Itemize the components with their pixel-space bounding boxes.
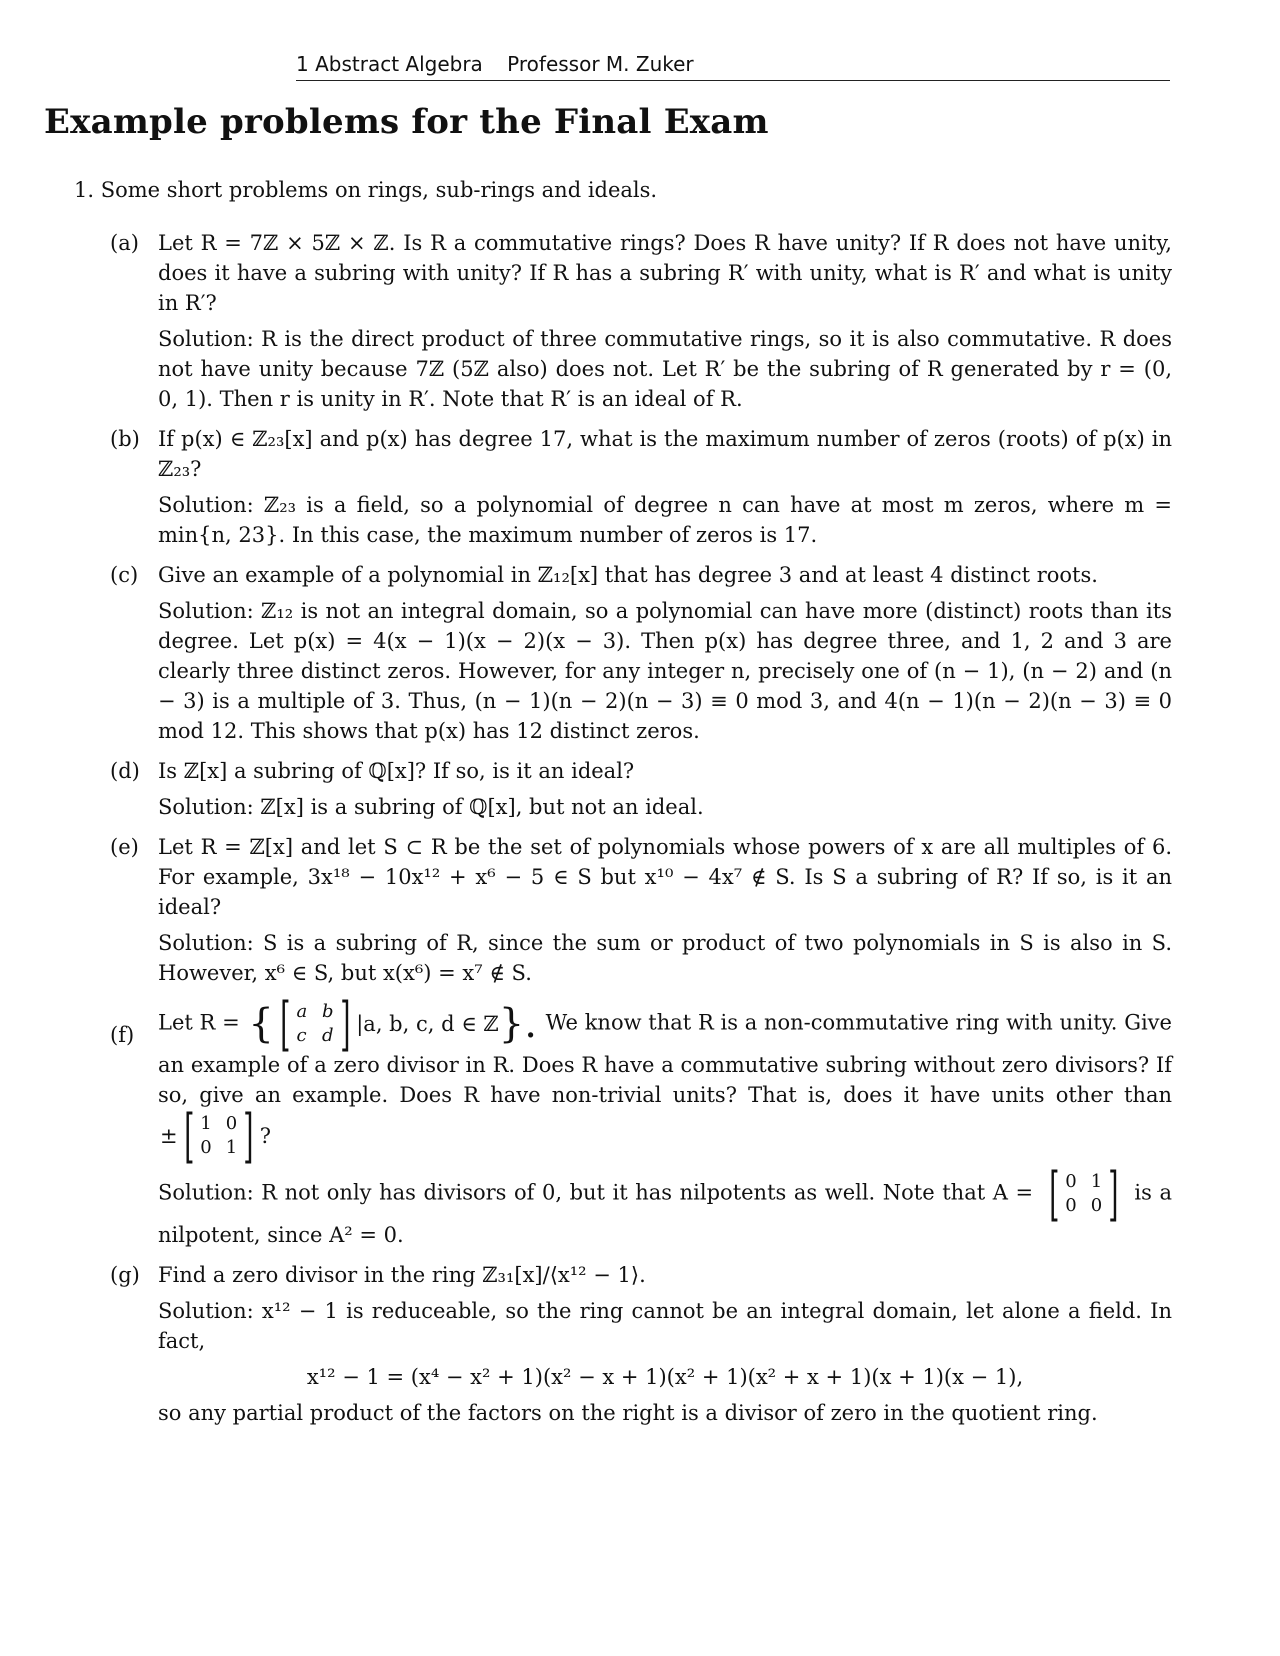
part-g <box>110 1260 1172 1428</box>
part-f-label: (f) <box>110 1023 135 1047</box>
part-g-solution-end: so any partial product of the factors on the right is a divisor of zero in the quotient ring. <box>158 1401 1098 1425</box>
part-a <box>110 228 1172 414</box>
identity-entries <box>200 1112 237 1160</box>
identity-entry: 0 <box>200 1137 212 1158</box>
part-d <box>110 756 1172 822</box>
part-a-label: (a) <box>110 231 139 255</box>
part-b-question: If p(x) ∈ ℤ₂₃[x] and p(x) has degree 17, what is the maximum number of zeros (roots) of p(x) in ℤ₂₃? <box>158 427 1172 481</box>
part-f-solution-is: is <box>1134 1180 1152 1205</box>
part-c-label: (c) <box>110 563 139 587</box>
matrix-entry-b: b <box>322 1001 334 1022</box>
part-f <box>110 990 1172 1250</box>
plus-minus: ± <box>160 1124 178 1148</box>
part-d-label: (d) <box>110 759 140 783</box>
set-condition: |a, b, c, d ∈ ℤ <box>356 1012 499 1036</box>
part-f-solution-end: a nilpotent, since A² = 0. <box>158 1180 1172 1247</box>
identity-entry: 0 <box>225 1113 238 1134</box>
right-bracket: ] <box>339 990 350 1058</box>
right-bracket: ] <box>1108 1160 1119 1228</box>
left-bracket: [ <box>280 990 291 1058</box>
page-title: Example problems for the Final Exam <box>44 102 769 142</box>
nilpotent-entry: 0 <box>1090 1195 1103 1216</box>
question-1-parts <box>110 228 1172 1438</box>
nilpotent-entry: 0 <box>1065 1171 1077 1192</box>
nilpotent-entries <box>1065 1170 1102 1218</box>
identity-entry: 1 <box>200 1113 212 1134</box>
part-f-question-rest: We know that R is a non-commutative ring with unity. Give an example of a zero divisor in R. Does R have a commutative subring without zero divisors? If so, give an example. Does R have non-trivial units? That is, does it have units other than <box>158 1010 1172 1107</box>
left-bracket: [ <box>1048 1160 1060 1228</box>
nilpotent-entry: 1 <box>1090 1171 1103 1192</box>
identity-entry: 1 <box>225 1137 238 1158</box>
part-c-question: Give an example of a polynomial in ℤ₁₂[x] that has degree 3 and at least 4 distinct roots. <box>158 563 1098 587</box>
part-c <box>110 560 1172 746</box>
part-a-question: Let R = 7ℤ × 5ℤ × ℤ. Is R a commutative rings? Does R have unity? If R does not have unity, does it have a subring with unity? If R has a subring R′ with unity, what is R′ and what is unity in R′? <box>158 231 1172 315</box>
part-g-solution: Solution: x¹² − 1 is reduceable, so the ring cannot be an integral domain, let alone a field. In fact, <box>158 1299 1172 1353</box>
running-header <box>296 52 1170 81</box>
course-name: 1 Abstract Algebra <box>296 52 483 76</box>
set-close-brace: }. <box>498 1001 537 1047</box>
nilpotent-matrix <box>1043 1160 1125 1228</box>
question-1-text: Some short problems on rings, sub-rings and ideals. <box>100 178 658 202</box>
right-bracket: ] <box>243 1102 254 1170</box>
question-1 <box>74 178 657 202</box>
left-bracket: [ <box>183 1102 195 1170</box>
part-f-question <box>158 990 1172 1170</box>
question-1-label: 1. <box>74 178 95 202</box>
identity-matrix <box>160 1102 272 1170</box>
matrix-entry-c: c <box>296 1025 307 1046</box>
part-e-question: Let R = ℤ[x] and let S ⊂ R be the set of polynomials whose powers of x are all multiples of 6. For example, 3x¹⁸ − 10x¹² + x⁶ − 5 ∈ S but x¹⁰ − 4x⁷ ∉ S. Is S a subring of R? If so, is it an ideal? <box>158 835 1172 919</box>
part-g-factorization: x¹² − 1 = (x⁴ − x² + 1)(x² − x + 1)(x² + 1)(x² + x + 1)(x + 1)(x − 1), <box>306 1365 1024 1389</box>
matrix-entry-a: a <box>296 1001 308 1022</box>
part-f-question-start: Let R = <box>158 1010 240 1035</box>
professor-name: Professor M. Zuker <box>507 52 694 76</box>
part-d-question: Is ℤ[x] a subring of ℚ[x]? If so, is it an ideal? <box>158 759 635 783</box>
question-mark: ? <box>259 1124 272 1148</box>
part-e-solution: Solution: S is a subring of R, since the sum or product of two polynomials in S is also in S. However, x⁶ ∈ S, but x(x⁶) = x⁷ ∉ S. <box>158 931 1172 985</box>
part-f-solution-start: Solution: R not only has divisors of 0, but it has nilpotents as well. Note that A = <box>158 1180 1034 1205</box>
nilpotent-entry: 0 <box>1065 1195 1077 1216</box>
set-builder-matrix <box>248 990 537 1058</box>
matrix-entry-d: d <box>322 1025 334 1046</box>
set-open-brace: { <box>248 1001 274 1047</box>
part-e-label: (e) <box>110 835 139 859</box>
matrix-entries <box>297 1000 334 1048</box>
part-a-solution: Solution: R is the direct product of three commutative rings, so it is also commutative. R does not have unity because 7ℤ (5ℤ also) does not. Let R′ be the subring of R generated by r = (0, 0, 1). Then r is unity in R′. Note that R′ is an ideal of R. <box>158 327 1172 411</box>
part-e <box>110 832 1172 988</box>
part-g-label: (g) <box>110 1263 140 1287</box>
part-c-solution: Solution: ℤ₁₂ is not an integral domain, so a polynomial can have more (distinct) roots than its degree. Let p(x) = 4(x − 1)(x − 2)(x − 3). Then p(x) has degree three, and 1, 2 and 3 are clearly three distinct zeros. However, for any integer n, precisely one of (n − 1), (n − 2) and (n − 3) is a multiple of 3. Thus, (n − 1)(n − 2)(n − 3) ≡ 0 mod 3, and 4(n − 1)(n − 2)(n − 3) ≡ 0 mod 12. This shows that p(x) has 12 distinct zeros. <box>158 599 1172 743</box>
part-b <box>110 424 1172 550</box>
part-g-question: Find a zero divisor in the ring ℤ₃₁[x]/⟨x¹² − 1⟩. <box>158 1263 646 1287</box>
part-d-solution: Solution: ℤ[x] is a subring of ℚ[x], but not an ideal. <box>158 795 704 819</box>
part-f-solution <box>158 1160 1172 1250</box>
part-b-solution: Solution: ℤ₂₃ is a field, so a polynomial of degree n can have at most m zeros, where m = min{n, 23}. In this case, the maximum number of zeros is 17. <box>158 493 1172 547</box>
part-b-label: (b) <box>110 427 140 451</box>
